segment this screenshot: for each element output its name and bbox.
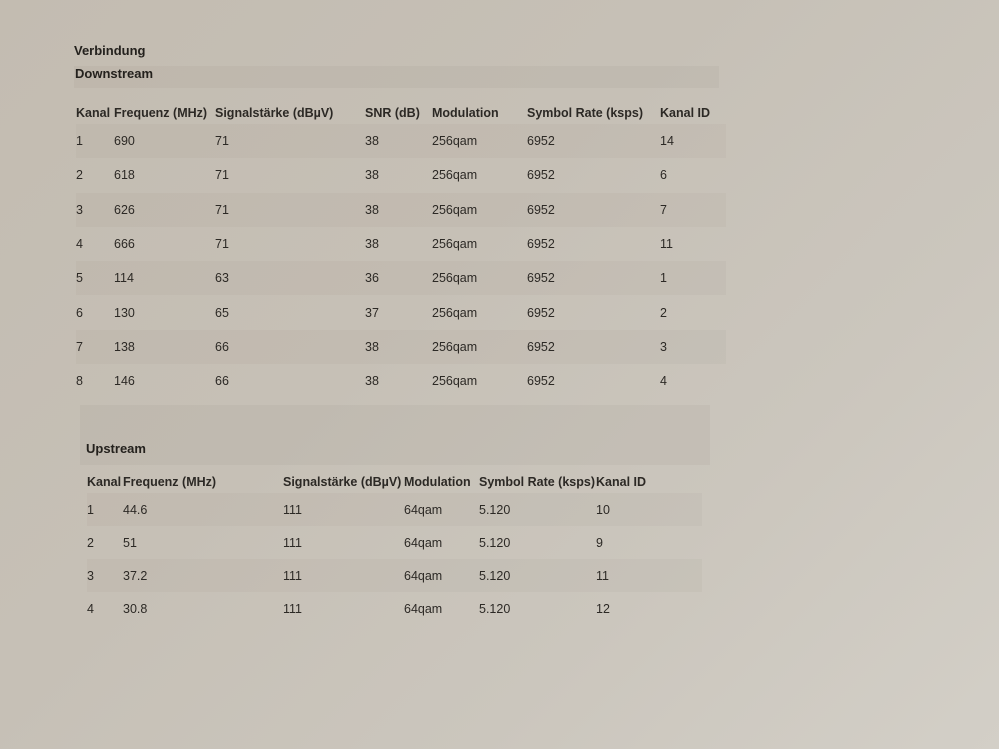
table-cell: 256qam (432, 124, 527, 158)
table-cell: 626 (114, 193, 215, 227)
col-header: Kanal (87, 475, 122, 489)
downstream-table (76, 102, 726, 398)
downstream-row (76, 193, 726, 227)
table-cell: 38 (365, 374, 379, 389)
table-cell: 71 (215, 193, 365, 227)
col-header: Symbol Rate (ksps) (527, 106, 644, 120)
table-cell: 1 (76, 124, 114, 158)
col-header: Frequenz (MHz) (114, 106, 208, 120)
table-cell: 9 (596, 535, 603, 550)
table-cell: 11 (596, 559, 702, 592)
table-cell: 3 (660, 330, 726, 364)
table-cell: 138 (114, 330, 215, 364)
col-header: Frequenz (MHz) (123, 475, 217, 489)
col-header: Kanal ID (660, 106, 711, 120)
table-cell: 4 (76, 237, 83, 252)
table-cell: 64qam (404, 559, 479, 592)
table-cell: 6 (76, 305, 83, 320)
table-cell: 71 (215, 237, 229, 252)
table-cell: 6952 (527, 374, 555, 389)
table-cell: 5.120 (479, 559, 596, 592)
table-cell: 66 (215, 330, 365, 364)
table-cell: 6952 (527, 124, 660, 158)
col-header: SNR (dB) (365, 106, 420, 120)
table-cell: 64qam (404, 493, 479, 526)
table-cell: 63 (215, 261, 365, 295)
table-cell: 256qam (432, 193, 527, 227)
table-cell: 71 (215, 168, 229, 183)
table-cell: 111 (283, 493, 404, 526)
table-cell: 1 (660, 261, 726, 295)
col-header: Kanal ID (596, 475, 647, 489)
table-cell: 256qam (432, 168, 478, 183)
downstream-header-row (76, 102, 726, 124)
table-cell: 38 (365, 237, 379, 252)
table-cell: 44.6 (123, 493, 283, 526)
upstream-table (87, 471, 702, 625)
table-cell: 5.120 (479, 535, 511, 550)
downstream-row (76, 227, 726, 261)
table-cell: 6952 (527, 237, 555, 252)
table-cell: 2 (76, 168, 83, 183)
table-cell: 7 (76, 330, 114, 364)
table-cell: 64qam (404, 601, 443, 616)
downstream-row (76, 124, 726, 158)
upstream-heading: Upstream (86, 441, 146, 456)
table-cell: 38 (365, 124, 432, 158)
table-cell: 10 (596, 493, 702, 526)
table-cell: 6 (660, 168, 667, 183)
table-cell: 65 (215, 305, 229, 320)
table-cell: 666 (114, 237, 135, 252)
table-cell: 256qam (432, 305, 478, 320)
table-cell: 130 (114, 305, 135, 320)
upstream-header-row (87, 471, 702, 493)
table-cell: 6952 (527, 168, 555, 183)
table-cell: 11 (660, 237, 673, 252)
table-cell: 5 (76, 261, 114, 295)
table-cell: 4 (660, 374, 667, 389)
downstream-row (76, 330, 726, 364)
downstream-heading: Downstream (75, 66, 154, 81)
upstream-row (87, 526, 702, 559)
header-band (74, 66, 719, 88)
table-cell: 51 (123, 535, 137, 550)
table-cell: 690 (114, 124, 215, 158)
table-cell: 8 (76, 374, 83, 389)
downstream-row (76, 261, 726, 295)
table-cell: 111 (283, 601, 303, 616)
upstream-row (87, 592, 702, 625)
col-header: Signalstärke (dBµV) (215, 106, 334, 120)
table-cell: 37.2 (123, 559, 283, 592)
upstream-row (87, 493, 702, 526)
table-cell: 146 (114, 374, 135, 389)
table-cell: 256qam (432, 261, 527, 295)
table-cell: 71 (215, 124, 365, 158)
table-cell: 36 (365, 261, 432, 295)
table-cell: 256qam (432, 330, 527, 364)
table-cell: 256qam (432, 374, 478, 389)
page-title: Verbindung (74, 43, 146, 58)
table-cell: 38 (365, 330, 432, 364)
col-header: Modulation (432, 106, 499, 120)
table-cell: 5.120 (479, 493, 596, 526)
col-header: Modulation (404, 475, 471, 489)
table-cell: 6952 (527, 305, 555, 320)
table-cell: 6952 (527, 330, 660, 364)
col-header: Kanal (76, 106, 111, 120)
table-cell: 14 (660, 124, 726, 158)
section-gap-band (80, 405, 710, 465)
table-cell: 38 (365, 168, 379, 183)
table-cell: 38 (365, 193, 432, 227)
table-cell: 114 (114, 261, 215, 295)
table-cell: 6952 (527, 261, 660, 295)
table-cell: 30.8 (123, 601, 148, 616)
downstream-row (76, 364, 726, 398)
col-header: Signalstärke (dBµV) (283, 475, 402, 489)
table-cell: 7 (660, 193, 726, 227)
table-cell: 2 (87, 535, 94, 550)
upstream-row (87, 559, 702, 592)
col-header: Symbol Rate (ksps) (479, 475, 596, 489)
table-cell: 111 (283, 559, 404, 592)
table-cell: 5.120 (479, 601, 511, 616)
table-cell: 4 (87, 601, 94, 616)
table-cell: 6952 (527, 193, 660, 227)
table-cell: 12 (596, 601, 610, 616)
table-cell: 111 (283, 535, 303, 550)
table-cell: 66 (215, 374, 229, 389)
downstream-row (76, 295, 726, 329)
table-cell: 3 (87, 559, 123, 592)
table-cell: 256qam (432, 237, 478, 252)
downstream-row (76, 158, 726, 192)
table-cell: 37 (365, 305, 379, 320)
table-cell: 2 (660, 305, 667, 320)
table-cell: 64qam (404, 535, 443, 550)
table-cell: 3 (76, 193, 114, 227)
table-cell: 618 (114, 168, 135, 183)
table-cell: 1 (87, 493, 123, 526)
